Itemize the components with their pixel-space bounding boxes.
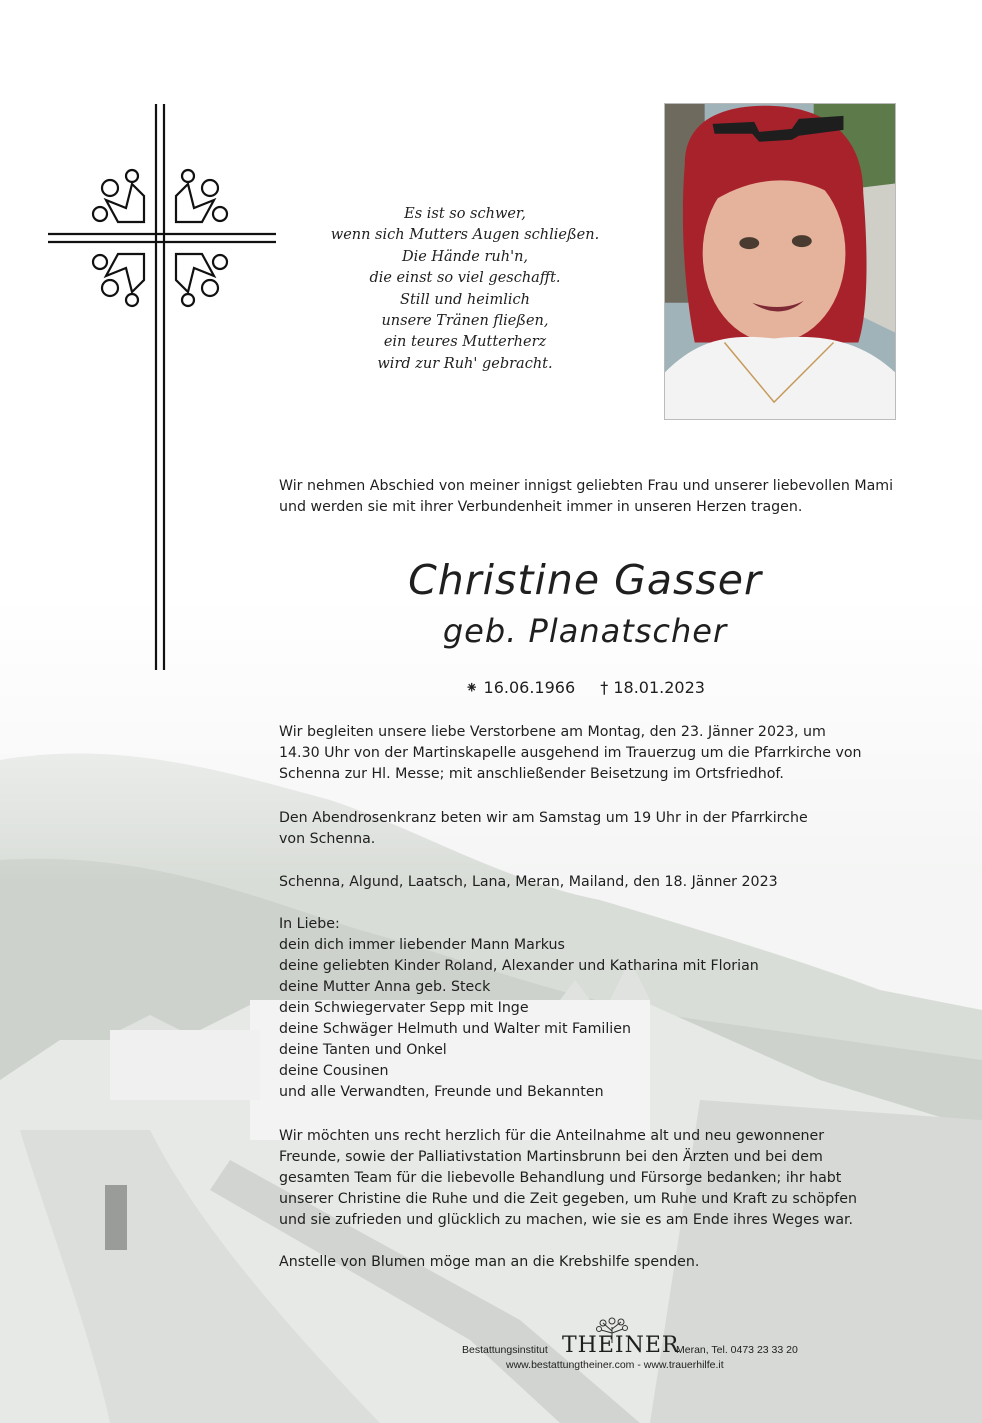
- poem-line: Die Hände ruh'n,: [401, 248, 529, 265]
- footer-label: Bestattungsinstitut: [462, 1344, 548, 1356]
- mourner-line: deine Mutter Anna geb. Steck: [279, 979, 491, 995]
- thanks-text: [279, 1126, 919, 1231]
- poem-line: die einst so viel geschafft.: [369, 270, 561, 287]
- place-date-line: Schenna, Algund, Laatsch, Lana, Meran, Mailand, den 18. Jänner 2023: [279, 874, 778, 890]
- poem-line: wird zur Ruh' gebracht.: [377, 355, 553, 372]
- intro-line: Wir nehmen Abschied von meiner innigst geliebten Frau und unserer liebevollen Mami: [279, 478, 894, 494]
- life-dates: [290, 678, 880, 697]
- thanks-line: und sie zufrieden und glücklich zu machen, wie sie es am Ende ihres Weges war.: [279, 1212, 854, 1228]
- mourner-line: In Liebe:: [279, 916, 340, 932]
- maiden-name: geb. Planatscher: [442, 612, 728, 650]
- mourner-line: dein Schwiegervater Sepp mit Inge: [279, 1000, 529, 1016]
- poem-line: Es ist so schwer,: [404, 206, 526, 222]
- mourners-list: [279, 914, 919, 1103]
- funeral-line: 14.30 Uhr von der Martinskapelle ausgehend im Trauerzug um die Pfarrkirche von: [279, 745, 862, 761]
- portrait-photo: [664, 103, 896, 420]
- mourner-line: dein dich immer liebender Mann Markus: [279, 937, 565, 953]
- rosary-line: von Schenna.: [279, 831, 376, 847]
- thanks-line: Wir möchten uns recht herzlich für die Anteilnahme alt und neu gewonnener: [279, 1128, 825, 1144]
- poem: [300, 204, 630, 375]
- thanks-line: unserer Christine die Ruhe und die Zeit gegeben, um Ruhe und Kraft zu schöpfen: [279, 1191, 857, 1207]
- poem-line: unsere Tränen fließen,: [381, 313, 549, 330]
- mourner-line: deine Tanten und Onkel: [279, 1042, 447, 1058]
- intro-text: [279, 476, 919, 518]
- mourner-line: deine Schwäger Helmuth und Walter mit Familien: [279, 1021, 631, 1037]
- funeral-line: Schenna zur Hl. Messe; mit anschließender Beisetzung im Ortsfriedhof.: [279, 766, 784, 782]
- mourner-line: deine geliebten Kinder Roland, Alexander und Katharina mit Florian: [279, 958, 759, 974]
- donation-line: Anstelle von Blumen möge man an die Krebshilfe spenden.: [279, 1254, 700, 1270]
- funeral-text: [279, 722, 919, 785]
- cross-icon: [48, 104, 280, 670]
- thanks-line: Freunde, sowie der Palliativstation Martinsbrunn bei den Ärzten und bei dem: [279, 1149, 823, 1165]
- rosary-line: Den Abendrosenkranz beten wir am Samstag um 19 Uhr in der Pfarrkirche: [279, 810, 808, 826]
- poem-line: Still und heimlich: [400, 291, 530, 308]
- footer-brand: THEINER: [562, 1333, 680, 1358]
- place-date: [279, 872, 919, 893]
- deceased-name: Christine Gasser: [408, 556, 762, 604]
- mourner-line: und alle Verwandten, Freunde und Bekannten: [279, 1084, 604, 1100]
- footer-website-link[interactable]: www.bestattungtheiner.com - www.trauerhilfe.it: [506, 1359, 724, 1371]
- death-date: † 18.01.2023: [600, 678, 705, 697]
- donation-text: [279, 1252, 919, 1273]
- intro-line: und werden sie mit ihrer Verbundenheit immer in unseren Herzen tragen.: [279, 499, 803, 515]
- rosary-text: [279, 808, 919, 850]
- poem-line: wenn sich Mutters Augen schließen.: [330, 227, 600, 244]
- birth-date: ⁕ 16.06.1966: [465, 678, 576, 697]
- footer-contact: Meran, Tel. 0473 23 33 20: [676, 1344, 798, 1356]
- mourner-line: deine Cousinen: [279, 1063, 389, 1079]
- funeral-line: Wir begleiten unsere liebe Verstorbene am Montag, den 23. Jänner 2023, um: [279, 724, 826, 740]
- thanks-line: gesamten Team für die liebevolle Behandlung und Fürsorge bedanken; ihr habt: [279, 1170, 842, 1186]
- poem-line: ein teures Mutterherz: [383, 334, 547, 351]
